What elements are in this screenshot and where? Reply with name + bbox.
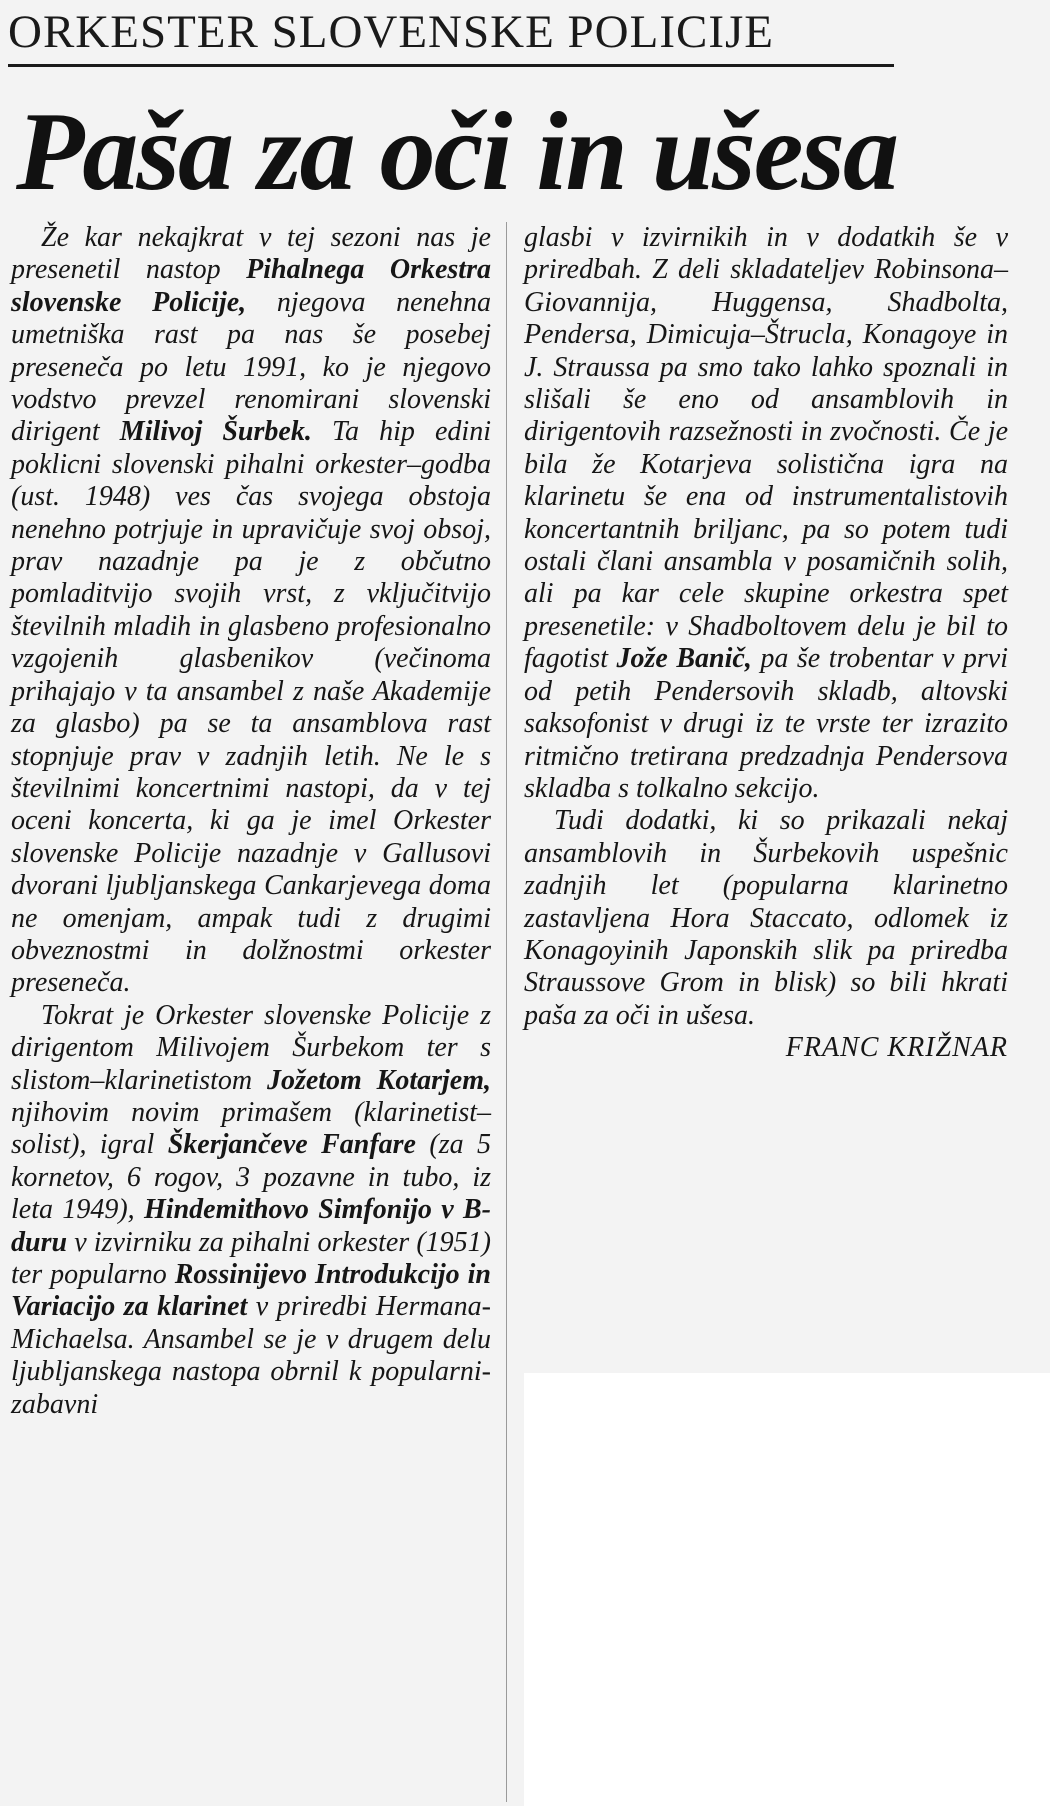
blank-area	[524, 1373, 1050, 1806]
text-run: Ta hip edini poklicni slovenski pihalni orkester–godba (ust. 1948) ves čas svojega obstoja nenehno potrjuje in upravičuje svoj obsoj, prav nazadnje pa je z občutno pomladitvijo svojih vrst, z vključitvijo številnih mladih in glasbeno profesionalno vzgojenih glasbenikov (večinoma prihajajo v ta ansambel z naše Akademije za glasbo) pa se ta ansamblova rast stopnjuje prav v zadnjih letih. Ne le s številnimi koncertnimi nastopi, da v tej oceni koncerta, ki ga je imel Orkester slovenske Policije nazadnje v Gallusovi dvorani ljubljanskega Cankarjevega doma ne omenjam, ampak tudi z drugimi obveznostmi in dolžnostmi orkester preseneča.	[11, 416, 491, 999]
article-paragraph-3	[524, 222, 1008, 805]
bold-run: Milivoj Šurbek.	[119, 416, 312, 448]
bold-run: Hindemithovo Simfonijo v B-duru	[11, 1194, 492, 1258]
text-run: njihovim novim primašem (klarinetist–solist), igral	[11, 1096, 491, 1161]
article-byline: FRANC KRIŽNAR	[785, 1032, 1008, 1064]
text-run: v priredbi Hermana-Michaelsa. Ansambel se je v drugem delu ljubljanskega nastopa obrnil k popularni-zabavni	[11, 1291, 491, 1420]
article-paragraph-4: Tudi dodatki, ki so prikazali nekaj ansamblovih in Šurbekovih uspešnic zadnjih let (popularna klarinetno zastavljena Hora Staccato, odlomek iz Konagoyinih Japonskih slik pa priredba Straussove Grom in blisk) so bili hkrati paša za oči in ušesa.	[524, 805, 1008, 1031]
text-run: glasbi v izvirnikih in v dodatkih še v priredbah. Z deli skladateljev Robinsona–Giovannija, Huggensa, Shadbolta, Pendersa, Dimicuja–Štrucla, Konagoye in J. Straussa pa smo tako lahko spoznali in slišali še eno od ansamblovih in dirigentovih razsežnosti in zvočnosti. Če je bila že Kotarjeva solistična igra na klarinetu še ena od instrumentalistovih koncertantnih briljanc, pa so potem tudi ostali člani ansambla v posamičnih solih, ali pa kar cele skupine orkestra spet presenetile: v Shadboltovem delu je bil to fagotist	[524, 222, 1008, 675]
article-headline: Paša za oči in ušesa	[16, 90, 897, 214]
article-paragraph-1	[11, 222, 491, 1000]
article-paragraph-2	[11, 1000, 491, 1421]
article-column-left	[11, 222, 491, 1421]
article-kicker: ORKESTER SLOVENSKE POLICIJE	[8, 6, 774, 58]
bold-run: Rossinijevo Introdukcijo in Variacijo za klarinet	[11, 1259, 491, 1323]
text-run: Tokrat je Orkester slovenske Policije z dirigentom Milivojem Šurbekom ter s slistom–klarinetistom	[11, 999, 491, 1096]
column-divider	[506, 222, 507, 1802]
text-run: pa še trobentar v prvi od petih Pendersovih skladb, altovski saksofonist v drugi iz te vrste ter izrazito ritmično tretirana predzadnja Pendersova skladba s tolkalno sekcijo.	[524, 643, 1008, 804]
text-run: (za 5 kornetov, 6 rogov, 3 pozavne in tubo, iz leta 1949),	[11, 1129, 491, 1226]
text-run: Že kar nekajkrat v tej sezoni nas je presenetil nastop	[11, 222, 491, 286]
bold-run: Jožetom Kotarjem,	[266, 1064, 491, 1096]
text-run: njegova nenehna umetniška rast pa nas še posebej preseneča po letu 1991, ko je njegovo vodstvo prevzel renomirani slovenski dirigent	[11, 286, 491, 448]
text-run: v izvirniku za pihalni orkester (1951) ter popularno	[11, 1226, 491, 1290]
article-column-right	[524, 222, 1008, 1065]
bold-run: Škerjančeve Fanfare	[167, 1129, 416, 1161]
bold-run: Jože Banič,	[616, 643, 752, 675]
kicker-rule	[8, 64, 894, 67]
bold-run: Pihalnega Orkestra slovenske Policije,	[11, 254, 491, 318]
